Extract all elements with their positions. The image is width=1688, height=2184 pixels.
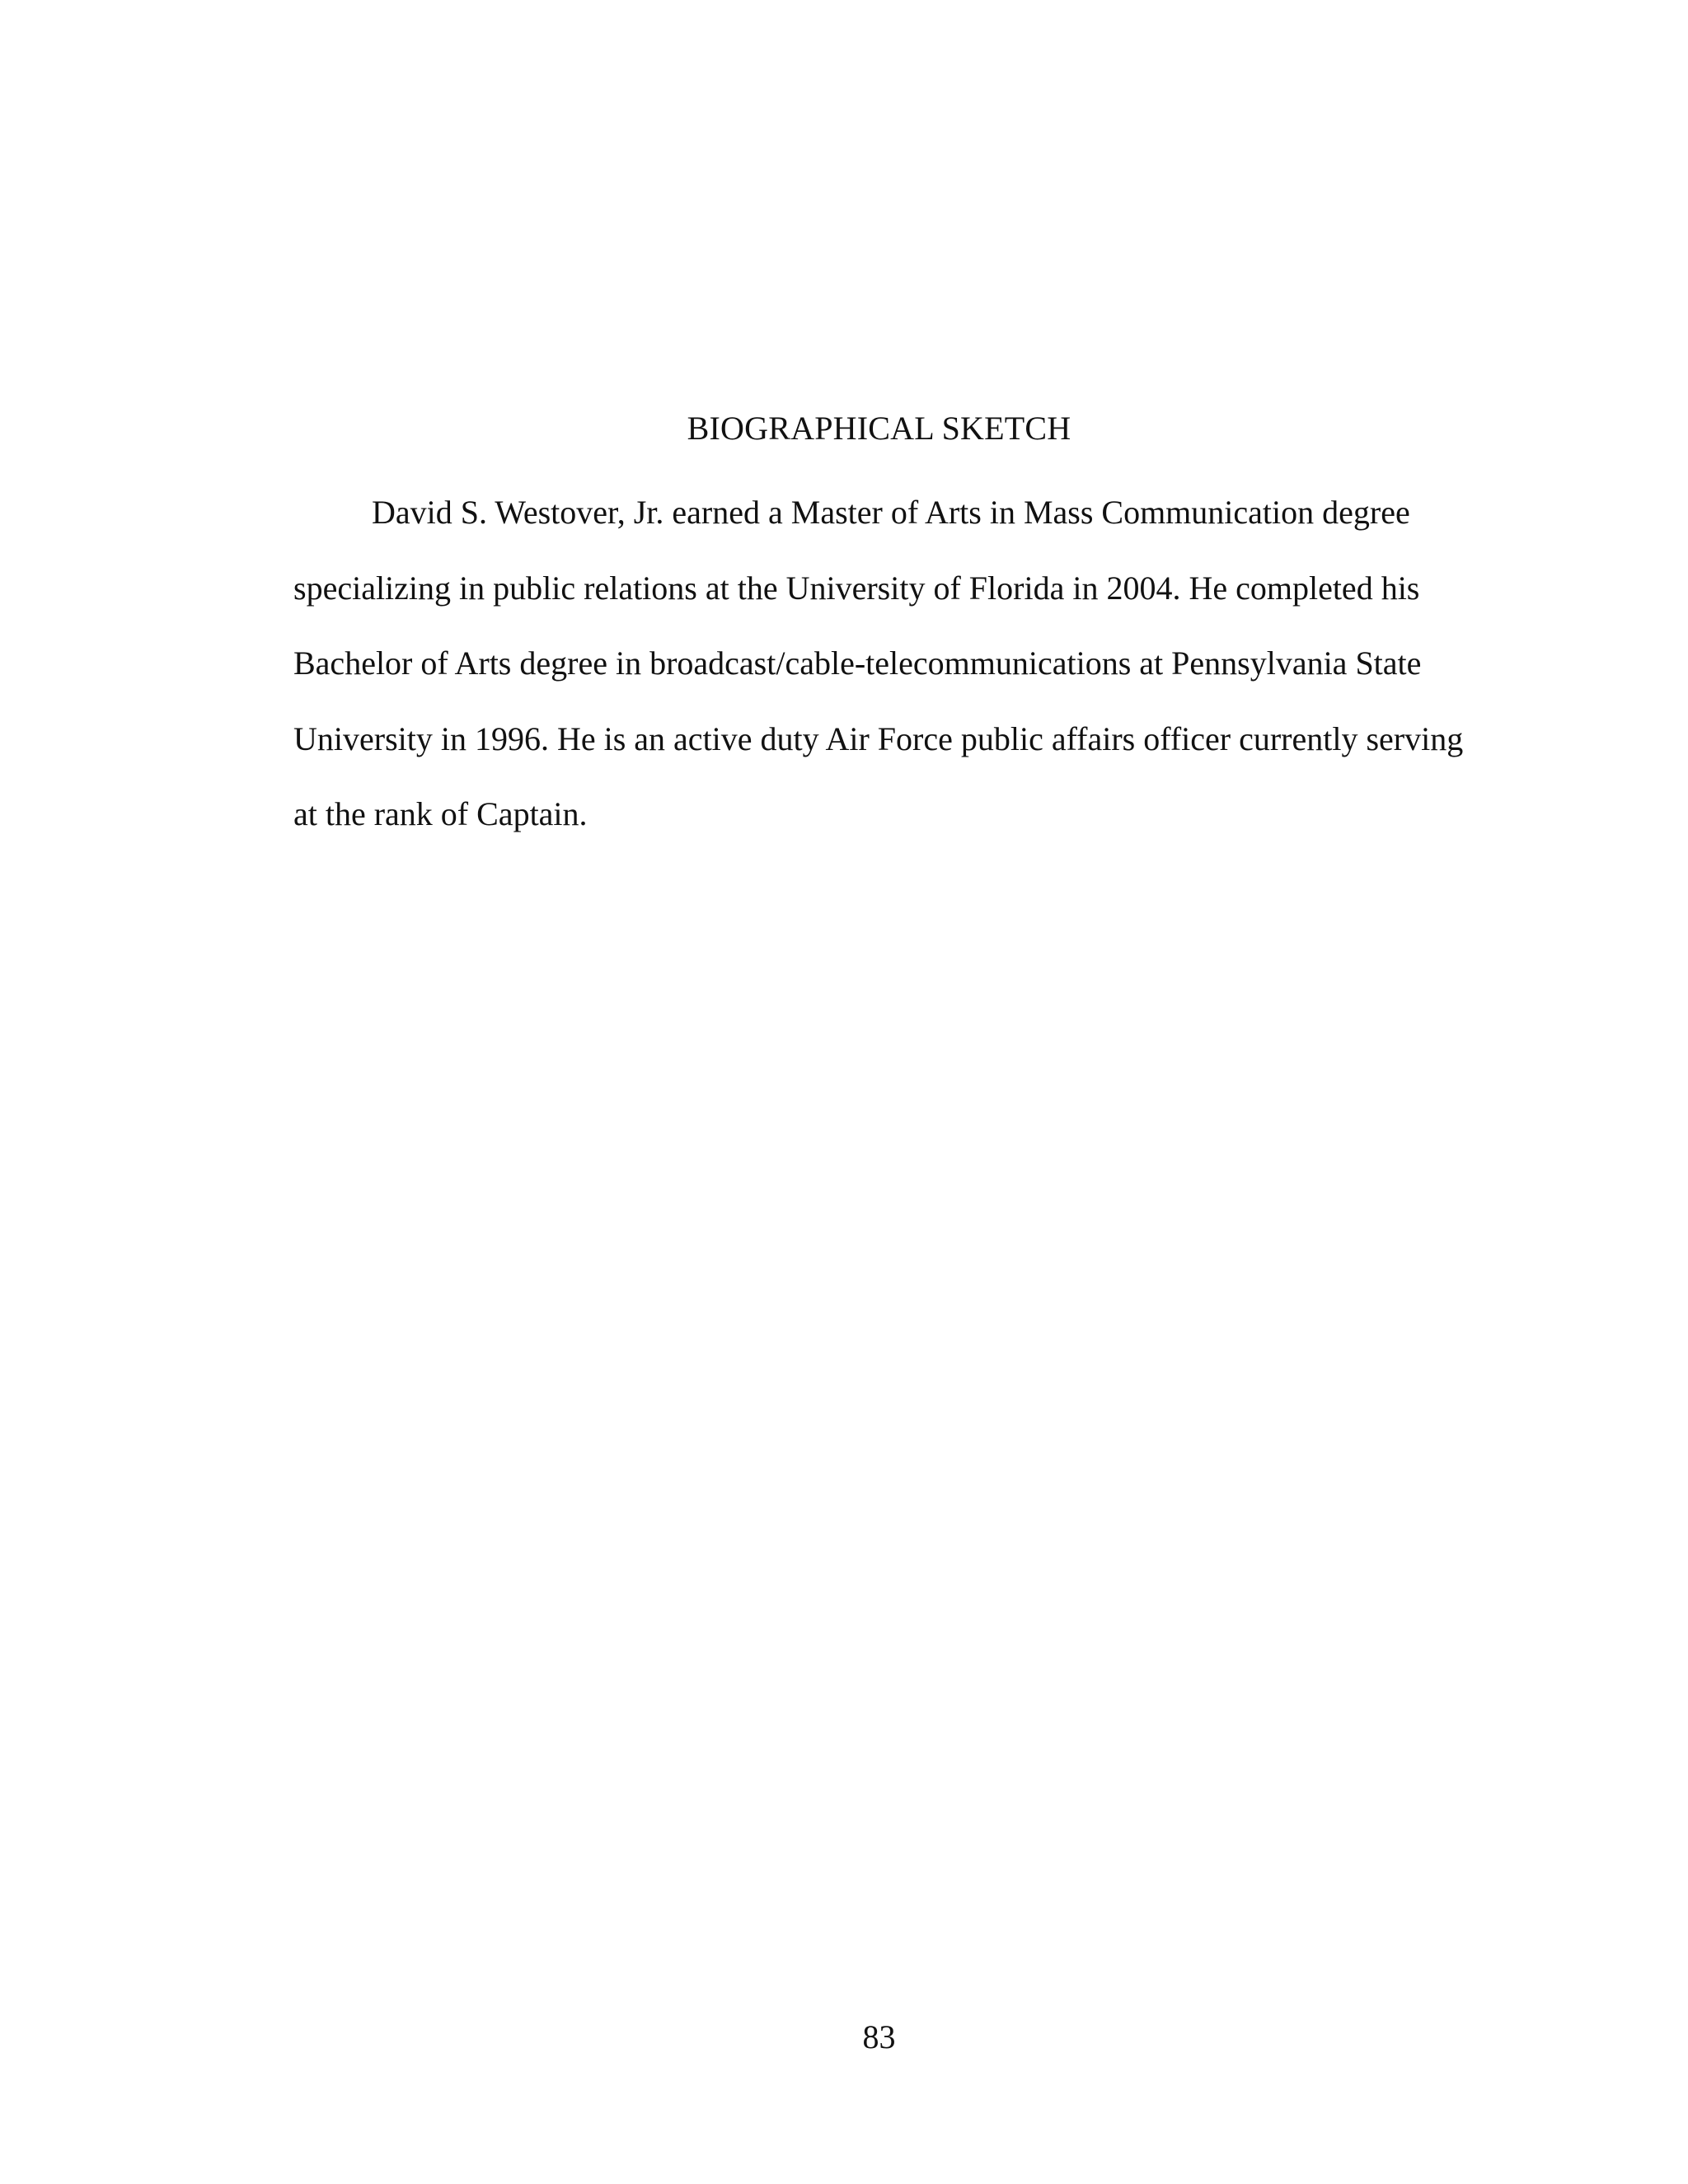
paragraph-line: David S. Westover, Jr. earned a Master of Arts in Mass Communication degree	[372, 494, 1410, 531]
paragraph-line: at the rank of Captain.	[293, 795, 588, 832]
paragraph-line: University in 1996. He is an active duty Air Force public affairs officer currently serving	[293, 719, 1464, 757]
paragraph-line: Bachelor of Arts degree in broadcast/cable-telecommunications at Pennsylvania State	[293, 644, 1422, 682]
page-title: BIOGRAPHICAL SKETCH	[687, 410, 1071, 447]
biography-paragraph	[293, 475, 1472, 852]
paragraph-line: specializing in public relations at the University of Florida in 2004. He completed his	[293, 569, 1420, 607]
page-number: 83	[862, 2018, 896, 2055]
